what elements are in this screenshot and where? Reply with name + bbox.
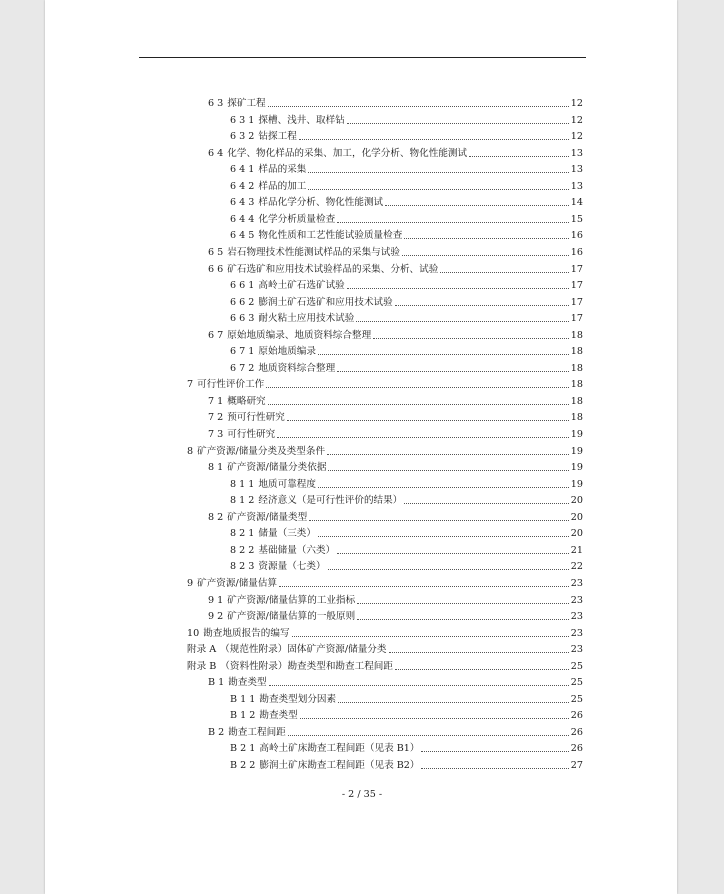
page-number-footer: - 2 / 35 - bbox=[341, 789, 383, 800]
toc-entry-title: 勘查地质报告的编写 bbox=[203, 627, 290, 639]
toc-entry-number: 附录 B bbox=[187, 660, 217, 672]
toc-dot-leader bbox=[402, 255, 569, 256]
toc-dot-leader bbox=[288, 735, 569, 736]
toc-entry[interactable] bbox=[187, 626, 583, 640]
toc-entry[interactable] bbox=[230, 228, 583, 242]
toc-entry-title: 化学分析质量检查 bbox=[258, 213, 336, 225]
toc-entry[interactable] bbox=[230, 113, 583, 127]
toc-entry-number: 10 bbox=[187, 627, 200, 639]
toc-entry-number: 9 2 bbox=[208, 611, 224, 623]
toc-entry-title: 预可行性研究 bbox=[227, 412, 285, 424]
toc-dot-leader bbox=[308, 189, 568, 190]
toc-dot-leader bbox=[300, 718, 569, 719]
toc-entry-title: 矿石选矿和应用技术试验样品的采集、分析、试验 bbox=[227, 263, 439, 275]
toc-entry-page: 15 bbox=[570, 213, 583, 225]
toc-entry-number: B 1 bbox=[208, 677, 225, 689]
toc-entry[interactable] bbox=[230, 692, 583, 706]
toc-entry-title: 样品化学分析、物化性能测试 bbox=[258, 197, 384, 209]
toc-entry-page: 19 bbox=[570, 429, 583, 440]
toc-entry-title: 矿产资源/储量分类依据 bbox=[227, 462, 327, 474]
toc-entry-title: 物化性质和工艺性能试验质量检查 bbox=[258, 230, 403, 242]
toc-entry[interactable] bbox=[230, 559, 583, 573]
toc-entry-title: 原始地质编录 bbox=[258, 346, 316, 358]
toc-entry-title: 矿产资源/储量估算的一般原则 bbox=[227, 611, 356, 623]
toc-entry[interactable] bbox=[230, 179, 583, 193]
toc-entry-page: 19 bbox=[570, 478, 583, 490]
toc-entry[interactable] bbox=[208, 609, 583, 623]
toc-entry-page: 25 bbox=[570, 677, 583, 689]
toc-entry-page: 22 bbox=[570, 561, 583, 573]
toc-entry-number: 6 4 2 bbox=[230, 180, 255, 192]
toc-entry-number: 8 2 2 bbox=[230, 544, 255, 556]
toc-entry-title: 勘查类型 bbox=[228, 677, 267, 689]
toc-entry-title: 勘查工程间距 bbox=[228, 726, 286, 738]
toc-entry-number: 6 7 bbox=[208, 329, 224, 341]
toc-entry-number: 8 bbox=[187, 445, 194, 457]
toc-entry-page: 18 bbox=[570, 379, 583, 391]
toc-entry[interactable] bbox=[230, 344, 583, 358]
toc-entry-title: 勘查类型划分因素 bbox=[259, 693, 337, 705]
toc-entry-title: 勘查类型 bbox=[259, 710, 298, 722]
toc-entry-number: B 2 1 bbox=[230, 743, 256, 755]
toc-dot-leader bbox=[277, 437, 569, 438]
toc-entry-page: 18 bbox=[570, 346, 583, 358]
toc-entry-title: 样品的采集 bbox=[258, 164, 307, 176]
toc-entry-page: 19 bbox=[570, 445, 583, 457]
toc-entry-page: 13 bbox=[570, 147, 583, 159]
toc-entry-number: 6 4 1 bbox=[230, 164, 255, 176]
toc-dot-leader bbox=[404, 503, 568, 504]
toc-entry-title: 样品的加工 bbox=[258, 180, 307, 192]
toc-entry-page: 23 bbox=[570, 577, 583, 589]
toc-entry-title: 高岭土矿石选矿试验 bbox=[258, 280, 345, 292]
toc-entry[interactable] bbox=[208, 427, 583, 441]
toc-entry[interactable] bbox=[187, 659, 583, 673]
toc-entry-number: 8 2 bbox=[208, 511, 224, 523]
toc-entry-number: 6 4 4 bbox=[230, 213, 255, 225]
toc-entry-title: 可行性评价工作 bbox=[197, 379, 265, 391]
toc-entry-number: 7 2 bbox=[208, 412, 224, 424]
toc-entry-title: 探槽、浅井、取样钻 bbox=[258, 114, 345, 126]
toc-dot-leader bbox=[337, 553, 569, 554]
toc-entry-number: 6 7 1 bbox=[230, 346, 255, 358]
toc-entry-number: B 2 2 bbox=[230, 760, 256, 771]
toc-entry-number: 6 6 2 bbox=[230, 296, 255, 308]
toc-entry[interactable] bbox=[230, 526, 583, 540]
toc-dot-leader bbox=[404, 238, 568, 239]
toc-entry[interactable] bbox=[208, 328, 583, 342]
toc-dot-leader bbox=[356, 321, 568, 322]
toc-entry-page: 16 bbox=[570, 230, 583, 242]
toc-entry[interactable] bbox=[208, 410, 583, 424]
toc-dot-leader bbox=[357, 603, 569, 604]
toc-entry-number: B 1 2 bbox=[230, 710, 256, 722]
toc-entry[interactable] bbox=[187, 377, 583, 391]
toc-dot-leader bbox=[328, 569, 569, 570]
toc-entry-number: 7 1 bbox=[208, 395, 224, 407]
toc-entry[interactable] bbox=[187, 642, 583, 656]
toc-entry-title: 化学、物化样品的采集、加工，化学分析、物化性能测试 bbox=[227, 147, 468, 159]
toc-entry-number: 6 7 2 bbox=[230, 362, 255, 374]
toc-entry-title: 地质资料综合整理 bbox=[258, 362, 336, 374]
toc-entry-page: 26 bbox=[570, 710, 583, 722]
toc-entry[interactable] bbox=[208, 460, 583, 474]
toc-entry-title: 探矿工程 bbox=[227, 98, 266, 109]
toc-dot-leader bbox=[299, 139, 569, 140]
toc-entry-page: 17 bbox=[570, 263, 583, 275]
toc-entry[interactable] bbox=[230, 493, 583, 507]
toc-entry[interactable] bbox=[208, 96, 583, 110]
toc-entry-page: 21 bbox=[570, 544, 583, 556]
toc-entry-title: 岩石物理技术性能测试样品的采集与试验 bbox=[227, 246, 400, 258]
toc-entry[interactable] bbox=[208, 725, 583, 739]
toc-entry-page: 26 bbox=[570, 743, 583, 755]
toc-dot-leader bbox=[421, 751, 568, 752]
toc-entry-page: 26 bbox=[570, 726, 583, 738]
toc-dot-leader bbox=[318, 536, 569, 537]
toc-entry-number: 8 2 3 bbox=[230, 561, 255, 573]
toc-entry[interactable] bbox=[230, 708, 583, 722]
toc-entry-page: 23 bbox=[570, 611, 583, 623]
toc-entry[interactable] bbox=[230, 741, 583, 755]
toc-entry-title: 可行性研究 bbox=[227, 429, 276, 440]
toc-entry-page: 20 bbox=[570, 511, 583, 523]
toc-entry-page: 25 bbox=[570, 660, 583, 672]
toc-dot-leader bbox=[373, 338, 569, 339]
toc-entry-title: 耐火粘土应用技术试验 bbox=[258, 313, 355, 325]
toc-entry[interactable] bbox=[208, 394, 583, 408]
toc-entry-title: 矿产资源/储量估算的工业指标 bbox=[227, 594, 356, 606]
toc-entry-number: 8 1 bbox=[208, 462, 224, 474]
toc-entry[interactable] bbox=[230, 129, 583, 143]
toc-entry-page: 17 bbox=[570, 296, 583, 308]
toc-entry[interactable] bbox=[208, 510, 583, 524]
toc-entry-page: 20 bbox=[570, 528, 583, 540]
toc-entry-number: 6 4 3 bbox=[230, 197, 255, 209]
toc-entry-page: 23 bbox=[570, 644, 583, 656]
toc-entry[interactable] bbox=[208, 593, 583, 607]
toc-entry[interactable] bbox=[187, 444, 583, 458]
toc-entry-page: 25 bbox=[570, 693, 583, 705]
toc-entry-title: （规范性附录）固体矿产资源/储量分类 bbox=[220, 644, 387, 656]
toc-entry-number: 6 5 bbox=[208, 246, 224, 258]
toc-entry[interactable] bbox=[208, 146, 583, 160]
toc-dot-leader bbox=[318, 354, 569, 355]
toc-entry-page: 12 bbox=[570, 114, 583, 126]
toc-entry-title: 矿产资源/储量类型 bbox=[227, 511, 308, 523]
toc-entry-title: 地质可靠程度 bbox=[258, 478, 316, 490]
toc-entry-number: 8 2 1 bbox=[230, 528, 255, 540]
toc-entry-number: 6 4 5 bbox=[230, 230, 255, 242]
toc-dot-leader bbox=[309, 520, 569, 521]
toc-entry-page: 23 bbox=[570, 627, 583, 639]
toc-entry-page: 14 bbox=[570, 197, 583, 209]
toc-entry-page: 18 bbox=[570, 329, 583, 341]
toc-dot-leader bbox=[357, 619, 569, 620]
toc-entry-title: 经济意义（是可行性评价的结果） bbox=[258, 495, 403, 507]
toc-entry-number: 6 6 1 bbox=[230, 280, 255, 292]
toc-entry-number: 8 1 1 bbox=[230, 478, 255, 490]
toc-entry[interactable] bbox=[230, 295, 583, 309]
toc-dot-leader bbox=[327, 454, 569, 455]
toc-entry[interactable] bbox=[208, 262, 583, 276]
toc-entry-page: 20 bbox=[570, 495, 583, 507]
toc-entry-number: 6 6 bbox=[208, 263, 224, 275]
toc-entry-number: 6 3 2 bbox=[230, 131, 255, 143]
toc-entry-number: 6 6 3 bbox=[230, 313, 255, 325]
toc-entry[interactable] bbox=[230, 758, 583, 772]
toc-dot-leader bbox=[421, 768, 568, 769]
toc-dot-leader bbox=[337, 371, 569, 372]
toc-entry-title: 基础储量（六类） bbox=[258, 544, 336, 556]
toc-dot-leader bbox=[337, 222, 569, 223]
toc-dot-leader bbox=[268, 404, 569, 405]
toc-entry-title: 资源量（七类） bbox=[258, 561, 326, 573]
toc-entry-title: 储量（三类） bbox=[258, 528, 316, 540]
toc-dot-leader bbox=[266, 387, 569, 388]
toc-dot-leader bbox=[395, 669, 569, 670]
toc-entry-number: 6 3 bbox=[208, 98, 224, 109]
toc-entry[interactable] bbox=[230, 311, 583, 325]
toc-entry-title: 膨润土矿床勘查工程间距（见表 B2） bbox=[259, 760, 420, 771]
header-rule bbox=[139, 57, 586, 58]
toc-entry-number: 7 3 bbox=[208, 429, 224, 440]
toc-dot-leader bbox=[318, 487, 569, 488]
toc-entry-title: （资料性附录）勘查类型和勘查工程间距 bbox=[220, 660, 393, 672]
toc-entry[interactable] bbox=[208, 675, 583, 689]
toc-dot-leader bbox=[395, 305, 569, 306]
toc-entry[interactable] bbox=[230, 195, 583, 209]
toc-dot-leader bbox=[347, 288, 569, 289]
toc-entry[interactable] bbox=[230, 543, 583, 557]
toc-entry-number: B 1 1 bbox=[230, 693, 256, 705]
toc-dot-leader bbox=[279, 586, 569, 587]
toc-entry-page: 23 bbox=[570, 594, 583, 606]
toc-entry-page: 13 bbox=[570, 180, 583, 192]
toc-dot-leader bbox=[328, 470, 568, 471]
toc-entry[interactable] bbox=[230, 278, 583, 292]
toc-entry-number: 9 bbox=[187, 577, 194, 589]
toc-entry[interactable] bbox=[230, 162, 583, 176]
toc-entry-title: 膨润土矿石选矿和应用技术试验 bbox=[258, 296, 393, 308]
toc-entry-number: 附录 A bbox=[187, 644, 217, 656]
toc-entry[interactable] bbox=[208, 245, 583, 259]
toc-entry-page: 13 bbox=[570, 164, 583, 176]
toc-entry-page: 19 bbox=[570, 462, 583, 474]
toc-entry-page: 17 bbox=[570, 280, 583, 292]
toc-entry-title: 原始地质编录、地质资料综合整理 bbox=[227, 329, 372, 341]
toc-entry-page: 12 bbox=[570, 98, 583, 109]
toc-dot-leader bbox=[338, 702, 569, 703]
toc-entry-page: 16 bbox=[570, 246, 583, 258]
toc-entry-title: 概略研究 bbox=[227, 395, 266, 407]
toc-entry[interactable] bbox=[230, 477, 583, 491]
toc-entry-title: 矿产资源/储量估算 bbox=[197, 577, 278, 589]
toc-entry-number: 6 4 bbox=[208, 147, 224, 159]
toc-entry-number: 8 1 2 bbox=[230, 495, 255, 507]
toc-entry-number: 7 bbox=[187, 379, 194, 391]
toc-dot-leader bbox=[269, 685, 569, 686]
toc-entry-number: B 2 bbox=[208, 726, 225, 738]
toc-dot-leader bbox=[440, 272, 568, 273]
toc-entry-title: 钻探工程 bbox=[258, 131, 297, 143]
toc-entry-title: 高岭土矿床勘查工程间距（见表 B1） bbox=[259, 743, 420, 755]
toc-dot-leader bbox=[268, 106, 569, 107]
toc-dot-leader bbox=[287, 420, 569, 421]
toc-entry-page: 18 bbox=[570, 412, 583, 424]
toc-entry-number: 6 3 1 bbox=[230, 114, 255, 126]
toc-entry-page: 12 bbox=[570, 131, 583, 143]
toc-entry-page: 18 bbox=[570, 362, 583, 374]
toc-entry-number: 9 1 bbox=[208, 594, 224, 606]
toc-dot-leader bbox=[385, 205, 569, 206]
toc-entry-page: 27 bbox=[570, 760, 583, 771]
toc-dot-leader bbox=[347, 123, 569, 124]
toc-entry[interactable] bbox=[230, 212, 583, 226]
toc-entry-page: 18 bbox=[570, 395, 583, 407]
toc-dot-leader bbox=[469, 156, 569, 157]
toc-entry-title: 矿产资源/储量分类及类型条件 bbox=[197, 445, 326, 457]
toc-dot-leader bbox=[292, 636, 569, 637]
toc-entry-page: 17 bbox=[570, 313, 583, 325]
toc-dot-leader bbox=[389, 652, 569, 653]
toc-entry[interactable] bbox=[230, 361, 583, 375]
toc-dot-leader bbox=[308, 172, 568, 173]
toc-entry[interactable] bbox=[187, 576, 583, 590]
